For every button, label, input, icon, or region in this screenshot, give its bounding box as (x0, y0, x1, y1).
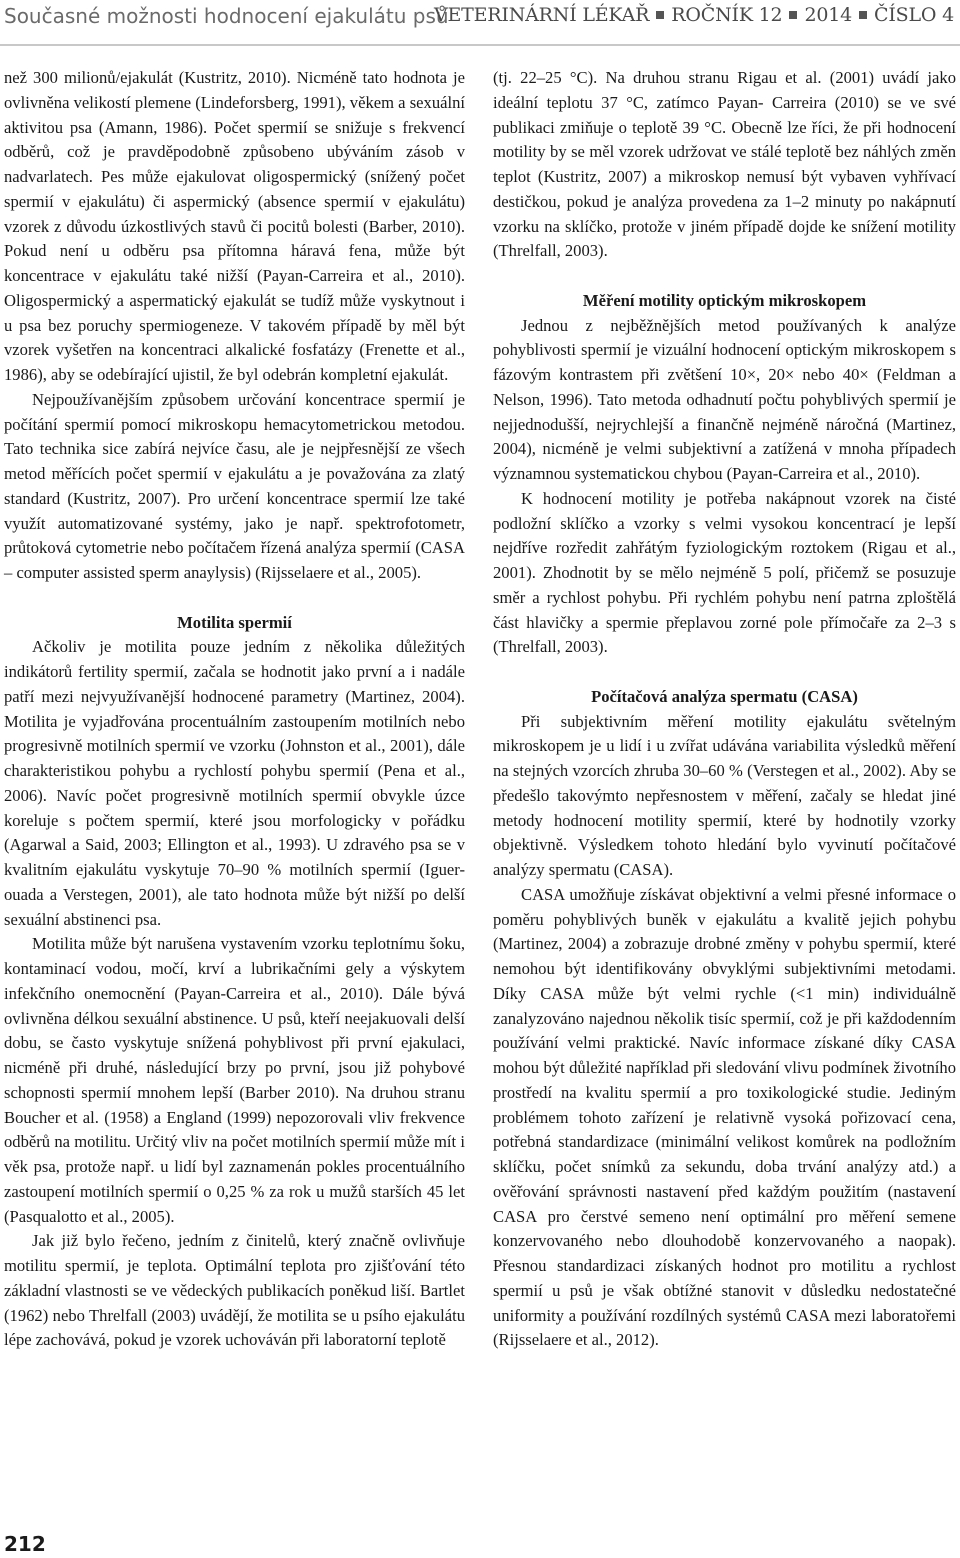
square-separator-icon (789, 11, 797, 19)
right-column (493, 66, 956, 1353)
square-separator-icon (656, 11, 664, 19)
journal-info (434, 4, 954, 26)
paragraph: Nejpoužívanějším způsobem určování koncentrace spermií je počítání spermií pomocí mikroskopu hemacytometrickou metodou. Tato technika sice zabírá nejvíce času, ale je nejpřesnější ze všech metod měřících počet spermií v ejakulátu a je považována za zlatý standard (Kustritz, 2007). Pro určení koncentrace spermií lze také využít automatizované systémy, jako je např. spektrofotometr, průtoková cytometrie nebo počítačem řízená analýza spermií (CASA – computer assisted sperm anaylysis) (Rijsselaere et al., 2005). (4, 389, 465, 582)
left-column (4, 66, 465, 1353)
section-gap (493, 660, 956, 685)
paragraph: (tj. 22–25 °C). Na druhou stranu Rigau et al. (2001) uvádí jako ideální teplotu 37 °C, zatímco Payan- Carreira (2010) se ve své publikaci zmiňuje o teplotě 39 °C. Obecně lze říci, že při hodnocení motility by se měl vzorek udržovat ve stálé teplotě bez náhlých změn teplot (Kustritz, 2007) a mikroskop nemusí být vybaven vyhřívací destičkou, pokud je analýza provedena za 1–2 minuty po nakápnutí vzorku na sklíčko, protože v jiném případě dojde ke snížení motility (Threlfall, 2003). (493, 68, 956, 261)
article-running-title: Současné možnosti hodnocení ejakulátu psů (4, 4, 449, 28)
section-heading-casa: Počítačová analýza spermatu (CASA) (591, 686, 858, 706)
journal-year: 2014 (804, 4, 853, 26)
section-gap (4, 586, 465, 611)
journal-issue: ČÍSLO 4 (874, 4, 954, 26)
square-separator-icon (859, 11, 867, 19)
paragraph: Jednou z nejběžnějších metod používaných k analýze pohyblivosti spermií je vizuální hodnocení optickým mikroskopem s fázovým kontrastem při zvětšení 10×, 20× nebo 40× (Feldman a Nelson, 1996). Tato metoda odhadnutí počtu pohyblivých spermií je nejjednodušší, nejrychlejší a finančně nejméně náročná (Martinez, 2004), nicméně je velmi subjektivní a zatížená v mnoha případech významnou systematickou chybou (Payan-Carreira et al., 2010). (493, 315, 956, 483)
running-header (0, 0, 960, 40)
paragraph: než 300 milionů/ejakulát (Kustritz, 2010). Nicméně tato hodnota je ovlivněna velikostí plemene (Lindeforsberg, 1991), věkem a sexuální aktivitou psa (Amann, 1986). Počet spermií se snižuje s frekvencí odběrů, což je pravděpodobně způsobeno ubýváním zásob v nadvarlatech. Pes může ejakulovat oligospermický (snížený počet spermií v ejakulátu) či aspermický (absence spermií v ejakulátu) vzorek z důvodu úzkostlivých stavů či pocitů bolesti (Barber, 2010). Pokud není u odběru psa přítomna háravá fena, může být koncentrace v ejakulátu také nižší (Payan-Carreira et al., 2010). Oligospermický a aspermatický ejakulát se tudíž může vyskytnout i u psa bez poruchy spermiogeneze. V takovém případě by měl být vzorek vyšetřen na koncentraci alkalické fosfatázy (Frenette et al., 1986), aby se odebírající ujistil, že byl odebrán kompletní ejakulát. (4, 68, 465, 384)
section-heading-motility: Motilita spermií (177, 612, 292, 632)
section-heading-optical-microscope: Měření motility optickým mikroskopem (582, 290, 867, 310)
paragraph: CASA umožňuje získávat objektivní a velmi přesné informace o poměru pohyblivých buněk v ejakulátu a kvalitě jejich pohybu (Martinez, 2004) a zobrazuje drobné změny v pohybu spermií, které nemohou být identifikovány obvyklými subjektivními metodami. Díky CASA může být velmi rychle (<1 min) individuálně zanalyzováno najednou několik tisíc spermií, což je při každodenním používání velmi praktické. Navíc informace získané díky CASA mohou být důležité například při sledování vlivu podmínek životního prostředí na kvalitu spermií a pro toxikologické studie. Jediným problémem tohoto zařízení je relativně vysoká pořizovací cena, potřebná standardizace (minimální velikost komůrek na podložním sklíčku, počet snímků za sekundu, doba trvání analýzy atd.) a ověřování správnosti nastavení před každým použitím (nastavení CASA pro čerstvé semeno není optimální pro měření semene konzervovaného nebo dlouhodobě konzervovaného a naopak). Přesnou standardizaci získaných hodnot pro motilitu a rychlost spermií u psů je však obtížné stanovit v důsledku nedostatečné uniformity a používání rozdílných systémů CASA mezi laboratořemi (Rijsselaere et al., 2012). (493, 884, 956, 1350)
paragraph: Ačkoliv je motilita pouze jedním z několika důležitých indikátorů fertility spermií, začala se hodnotit jako první a i nadále patří mezi nejvyužívanější hodnocené parametry (Martinez, 2004). Motilita je vyjadřována procentuálním zastoupením motilních nebo progresivně motilních spermií ve vzorku (Johnston et al., 2001), dále charakteristikou pohybu a rychlostí pohybu spermií (Pena et al., 2006). Navíc počet progresivně motilních spermií obvykle úzce koreluje s počtem spermií, které jsou morfologicky v pořádku (Agarwal a Said, 2003; Ellington et al., 1993). U zdravého psa se v kvalitním ejakulátu vyskytuje 70–90 % motilních spermií (Iguer-ouada a Verstegen, 2001), ale tato hodnota může být nižší po delší sexuální abstinenci psa. (4, 637, 465, 929)
journal-volume: ROČNÍK 12 (671, 4, 783, 26)
paragraph: Při subjektivním měření motility ejakulátu světelným mikroskopem je u lidí i u zvířat udávána variabilita výsledků měření na stejných vzorcích zhruba 30–60 % (Verstegen et al., 2002). Aby se předešlo takovýmto nepřesnostem v měření, začaly se hledat jiné metody hodnocení motility spermií, které by hodnotily vzorky objektivně. Výsledkem tohoto hledání bylo vyvinutí počítačové analýzy spermatu (CASA). (493, 711, 956, 879)
section-gap (493, 264, 956, 289)
page-number: 212 (4, 1532, 46, 1556)
paragraph: K hodnocení motility je potřeba nakápnout vzorek na čisté podložní sklíčko a vzorky s velmi vysokou koncentrací je lepší nejdříve rozředit zahřátým fyziologickým roztokem (Rigau et al., 2001). Zhodnotit by se mělo nejméně 5 polí, přičemž se posuzuje směr a rychlost pohybu. Při rychlém pohybu není patrna zploštělá část hlavičky a spermie přeplavou zorné pole přímočaře za 2–3 s (Threlfall, 2003). (493, 488, 956, 657)
paragraph: Motilita může být narušena vystavením vzorku teplotnímu šoku, kontaminací vodou, močí, krví a lubrikačními gely a výskytem infekčního onemocnění (Payan-Carreira et al., 2010). Dále bývá ovlivněna délkou sexuální abstinence. U psů, kteří neejakuovali delší dobu, se často vyskytuje snížená pohyblivost při první ejakulaci, nicméně při druhé, následující brzy po první, jsou již pohybové schopnosti spermií mnohem lepší (Barber 2010). Na druhou stranu Boucher et al. (1958) a England (1999) nepozorovali vliv frekvence odběrů na motilitu. Určitý vliv na počet motilních spermií může mít i věk psa, protože např. u lidí byl zaznamenán pokles procentuálního zastoupení motilních spermií o 0,25 % za rok u mužů starších 45 let (Pasqualotto et al., 2005). (4, 934, 465, 1226)
header-rule (0, 44, 960, 46)
paragraph: Jak již bylo řečeno, jedním z činitelů, který značně ovlivňuje motilitu spermií, je teplota. Optimální teplota pro zjišťování této základní vlastnosti se ve vědeckých publikacích poněkud liší. Bartlet (1962) nebo Threlfall (2003) uvádějí, že motilita se u psího ejakulátu lépe zachovává, pokud je vzorek uchováván při laboratorní teplotě (4, 1231, 465, 1350)
journal-name: VETERINÁRNÍ LÉKAŘ (433, 4, 650, 26)
